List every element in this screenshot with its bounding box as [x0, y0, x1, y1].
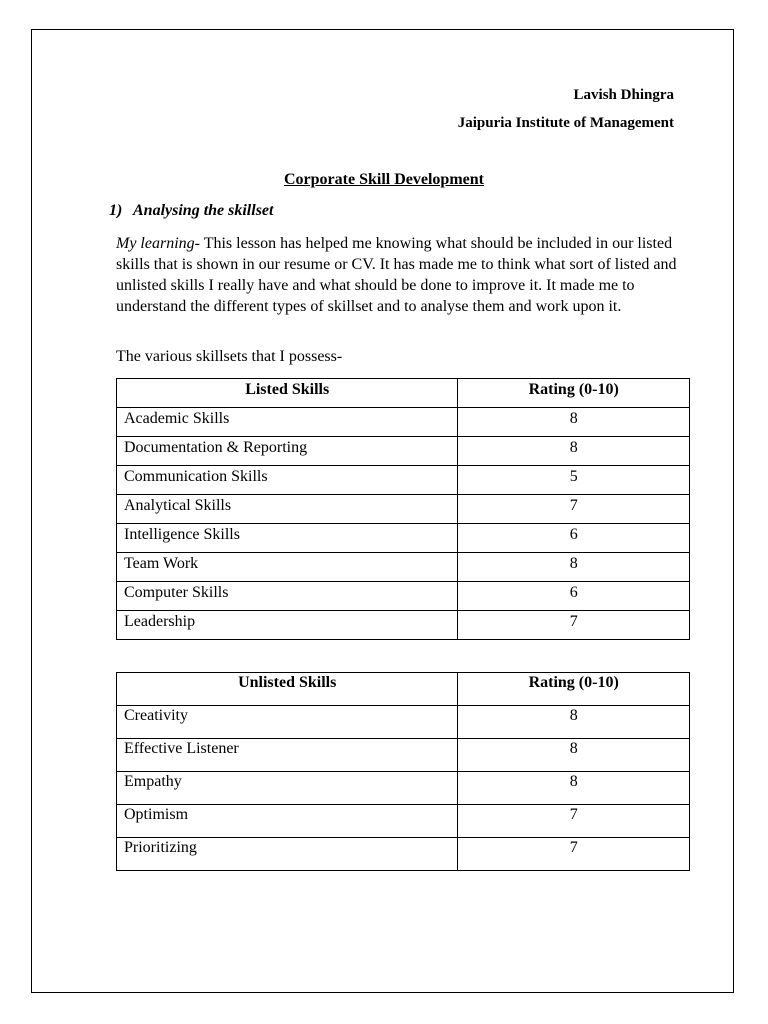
table-row [117, 706, 690, 739]
skill-cell: Documentation & Reporting [117, 437, 458, 466]
table-row [117, 524, 690, 553]
document-title: Corporate Skill Development [284, 171, 484, 188]
skill-cell: Communication Skills [117, 466, 458, 495]
table-row [117, 838, 690, 871]
rating-cell: 8 [458, 437, 690, 466]
skill-cell: Prioritizing [117, 838, 458, 871]
table-header-row [117, 673, 690, 706]
listed-skills-table [116, 378, 690, 640]
rating-cell: 7 [458, 838, 690, 871]
table-row [117, 805, 690, 838]
skill-cell: Empathy [117, 772, 458, 805]
paragraph-lead: My learning [116, 235, 195, 252]
rating-cell: 7 [458, 805, 690, 838]
rating-cell: 8 [458, 772, 690, 805]
column-header-skill: Listed Skills [117, 379, 458, 408]
skill-cell: Effective Listener [117, 739, 458, 772]
rating-cell: 8 [458, 408, 690, 437]
table-row [117, 408, 690, 437]
skill-cell: Team Work [117, 553, 458, 582]
skill-cell: Academic Skills [117, 408, 458, 437]
author-name: Lavish Dhingra [573, 87, 674, 103]
table-row [117, 582, 690, 611]
rating-cell: 5 [458, 466, 690, 495]
table-row [117, 772, 690, 805]
rating-cell: 6 [458, 524, 690, 553]
column-header-rating: Rating (0-10) [458, 379, 690, 408]
section-number: 1) [109, 202, 123, 219]
skill-cell: Optimism [117, 805, 458, 838]
skill-cell: Intelligence Skills [117, 524, 458, 553]
table-row [117, 466, 690, 495]
section-heading-text: Analysing the skillset [133, 202, 274, 219]
section-heading [109, 202, 273, 220]
unlisted-skills-table [116, 672, 690, 871]
learning-paragraph [116, 233, 691, 317]
table-row [117, 437, 690, 466]
rating-cell: 8 [458, 706, 690, 739]
table-header-row [117, 379, 690, 408]
skillsets-intro: The various skillsets that I possess- [116, 348, 343, 365]
column-header-skill: Unlisted Skills [117, 673, 458, 706]
skill-cell: Leadership [117, 611, 458, 640]
rating-cell: 8 [458, 739, 690, 772]
paragraph-body: - This lesson has helped me knowing what should be included in our listed skills that is shown in our resume or CV. It has made me to think what sort of listed and unlisted skills I really have and what should be done to improve it. It made me to understand the different types of skillset and to analyse them and work upon it. [116, 235, 677, 315]
rating-cell: 6 [458, 582, 690, 611]
rating-cell: 7 [458, 495, 690, 524]
column-header-rating: Rating (0-10) [458, 673, 690, 706]
table-row [117, 553, 690, 582]
rating-cell: 7 [458, 611, 690, 640]
table-row [117, 611, 690, 640]
table-row [117, 495, 690, 524]
institute-name: Jaipuria Institute of Management [457, 115, 674, 131]
skill-cell: Analytical Skills [117, 495, 458, 524]
table-row [117, 739, 690, 772]
skill-cell: Creativity [117, 706, 458, 739]
rating-cell: 8 [458, 553, 690, 582]
skill-cell: Computer Skills [117, 582, 458, 611]
